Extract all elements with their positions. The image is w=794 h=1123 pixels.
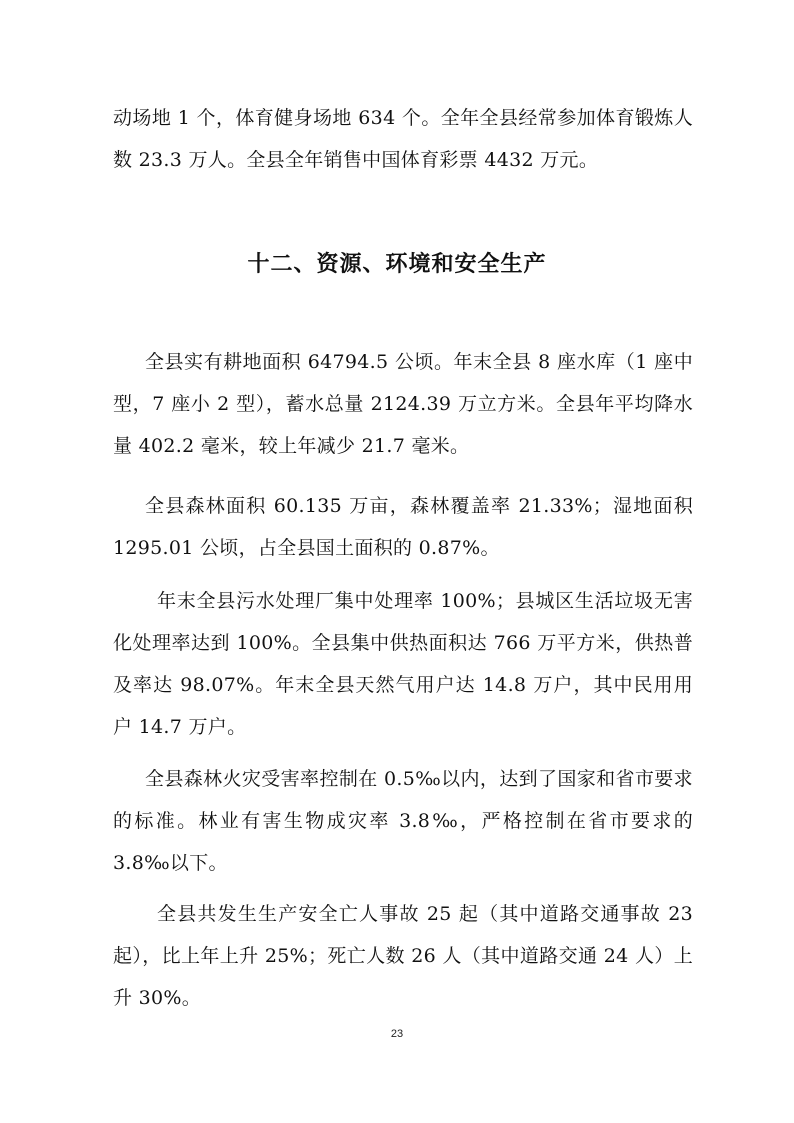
paragraph-safety-accidents: 全县共发生生产安全亡人事故 25 起（其中道路交通事故 23 起），比上年上升 25%；死亡人数 26 人（其中道路交通 24 人）上升 30%。 <box>113 903 693 1009</box>
paragraph-sewage-heating: 年末全县污水处理厂集中处理率 100%；县城区生活垃圾无害化处理率达到 100%。全县集中供热面积达 766 万平方米，供热普及率达 98.07%。年末全县天然气用户达 14.8 万户，其中民用用户 14.7 万户。 <box>113 590 693 738</box>
section-heading: 十二、资源、环境和安全生产 <box>247 251 547 277</box>
paragraph-forest-wetland: 全县森林面积 60.135 万亩，森林覆盖率 21.33%；湿地面积 1295.01 公顷，占全县国土面积的 0.87%。 <box>113 495 693 559</box>
page-number: 23 <box>390 1028 404 1040</box>
paragraph-farmland-reservoirs: 全县实有耕地面积 64794.5 公顷。年末全县 8 座水库（1 座中型，7 座小 2 型），蓄水总量 2124.39 万立方米。全县年平均降水量 402.2 毫米，较上年减少 21.7 毫米。 <box>113 351 693 457</box>
paragraph-sports-facilities: 动场地 1 个，体育健身场地 634 个。全年全县经常参加体育锻炼人数 23.3 万人。全县全年销售中国体育彩票 4432 万元。 <box>113 107 693 171</box>
paragraph-forest-fire: 全县森林火灾受害率控制在 0.5‰以内，达到了国家和省市要求的标准。林业有害生物成灾率 3.8‰，严格控制在省市要求的 3.8‰以下。 <box>113 768 693 874</box>
